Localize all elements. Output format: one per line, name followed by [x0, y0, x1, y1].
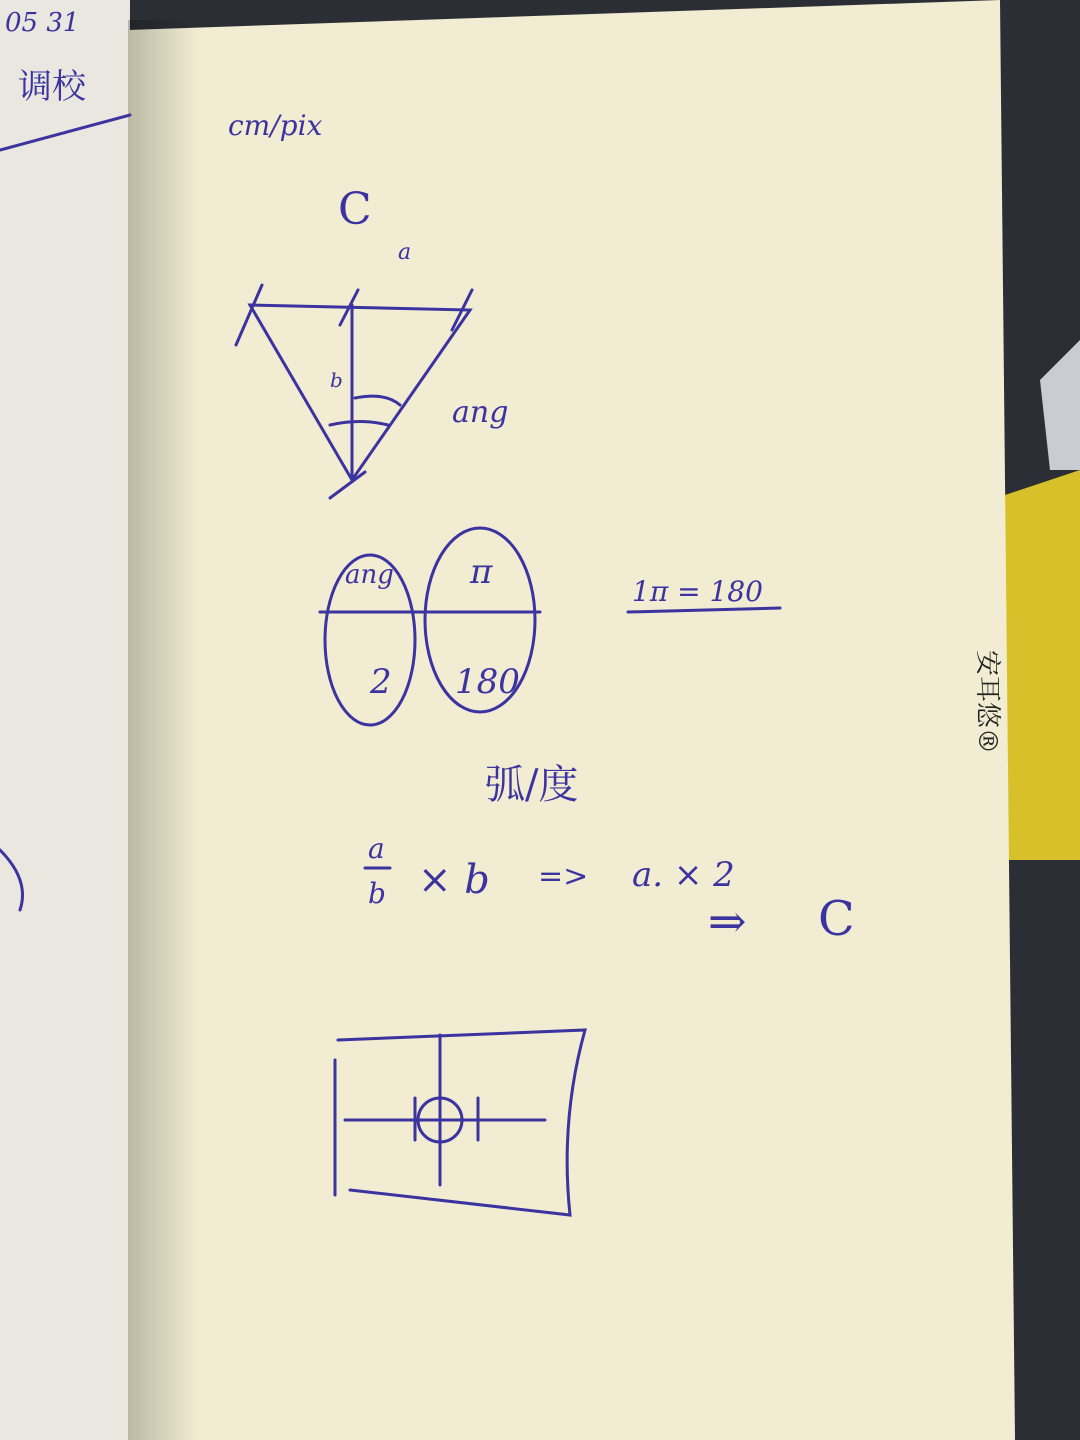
side-a-label: a [398, 240, 412, 265]
final-c: C [818, 891, 855, 947]
circumference-label-top: C [338, 184, 372, 235]
formula-denominator-left: 2 [370, 662, 392, 702]
angle-label: ang [452, 395, 509, 430]
left-page-text: 调校 [18, 67, 86, 107]
fraction-ab-denominator: b [368, 877, 386, 910]
times-b: × b [418, 857, 490, 903]
conversion-note: 1π = 180 [632, 575, 763, 608]
radian-degree-label: 弧/度 [485, 762, 579, 808]
yellow-box-label: 安耳悠® [972, 650, 1002, 755]
implies-arrow: ⇒ [708, 894, 747, 948]
arrow-1: => [538, 859, 589, 894]
spine-shadow [128, 20, 198, 1440]
formula-numerator-right: π [470, 552, 493, 592]
formula-denominator-right: 180 [455, 662, 520, 702]
result-expression: a. × 2 [632, 855, 735, 895]
left-page-date: 05 31 [5, 8, 80, 38]
side-b-label: b [330, 368, 343, 392]
fraction-ab-numerator: a [368, 832, 385, 865]
left-page [0, 0, 130, 1440]
formula-numerator-left: ang [345, 560, 394, 590]
units-label: cm/pix [228, 109, 323, 142]
right-page [128, 0, 1015, 1440]
